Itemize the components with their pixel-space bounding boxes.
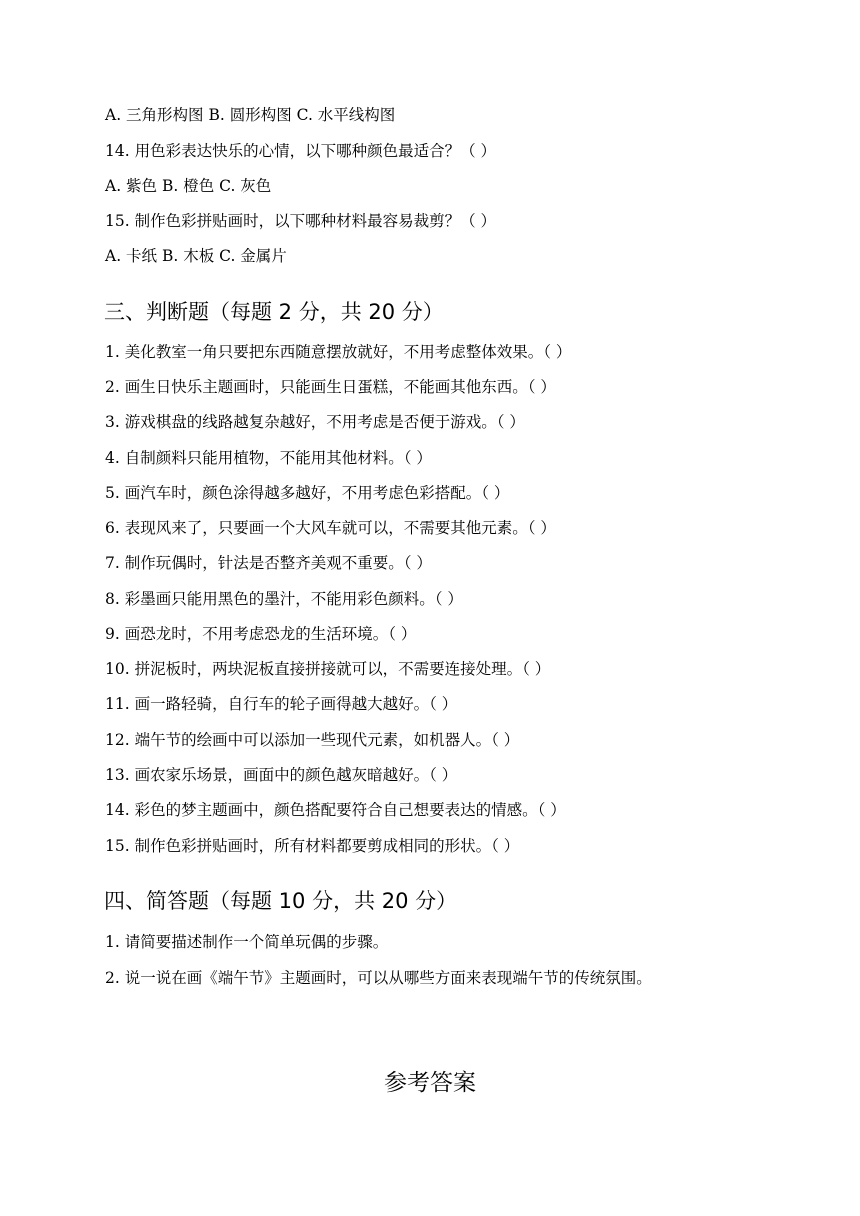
judge-item-3: 3. 游戏棋盘的线路越复杂越好，不用考虑是否便于游戏。（ ） [105, 413, 525, 431]
judge-item-5: 5. 画汽车时，颜色涂得越多越好，不用考虑色彩搭配。（ ） [105, 484, 510, 502]
judge-item-6: 6. 表现风来了，只要画一个大风车就可以，不需要其他元素。（ ） [105, 519, 556, 537]
short-answer-item-2: 2. 说一说在画《端午节》主题画时，可以从哪些方面来表现端午节的传统氛围。 [105, 969, 652, 987]
judge-item-12: 12. 端午节的绘画中可以添加一些现代元素，如机器人。（ ） [105, 731, 520, 749]
judge-item-10: 10. 拼泥板时，两块泥板直接拼接就可以，不需要连接处理。（ ） [105, 660, 551, 678]
answer-title: 参考答案 [384, 1070, 476, 1096]
q14-question: 14. 用色彩表达快乐的心情，以下哪种颜色最适合？（ ） [105, 142, 497, 160]
q14-options: A. 紫色 B. 橙色 C. 灰色 [105, 177, 272, 195]
judge-item-15: 15. 制作色彩拼贴画时，所有材料都要剪成相同的形状。（ ） [105, 837, 520, 855]
judge-item-9: 9. 画恐龙时，不用考虑恐龙的生活环境。（ ） [105, 625, 417, 643]
judge-item-2: 2. 画生日快乐主题画时，只能画生日蛋糕，不能画其他东西。（ ） [105, 378, 556, 396]
judge-item-13: 13. 画农家乐场景，画面中的颜色越灰暗越好。（ ） [105, 766, 458, 784]
judge-item-11: 11. 画一路轻骑，自行车的轮子画得越大越好。（ ） [105, 695, 458, 713]
judge-item-7: 7. 制作玩偶时，针法是否整齐美观不重要。（ ） [105, 554, 432, 572]
section3-heading: 三、判断题（每题 2 分，共 20 分） [104, 300, 444, 324]
judge-item-8: 8. 彩墨画只能用黑色的墨汁，不能用彩色颜料。（ ） [105, 590, 463, 608]
short-answer-item-1: 1. 请简要描述制作一个简单玩偶的步骤。 [105, 933, 389, 951]
section4-heading: 四、简答题（每题 10 分，共 20 分） [104, 889, 458, 913]
q15-options: A. 卡纸 B. 木板 C. 金属片 [105, 247, 287, 265]
judge-item-4: 4. 自制颜料只能用植物，不能用其他材料。（ ） [105, 449, 432, 467]
judge-item-14: 14. 彩色的梦主题画中，颜色搭配要符合自己想要表达的情感。（ ） [105, 801, 566, 819]
q13-options: A. 三角形构图 B. 圆形构图 C. 水平线构图 [105, 106, 396, 124]
q15-question: 15. 制作色彩拼贴画时，以下哪种材料最容易裁剪？（ ） [105, 212, 497, 230]
judge-item-1: 1. 美化教室一角只要把东西随意摆放就好，不用考虑整体效果。（ ） [105, 343, 572, 361]
